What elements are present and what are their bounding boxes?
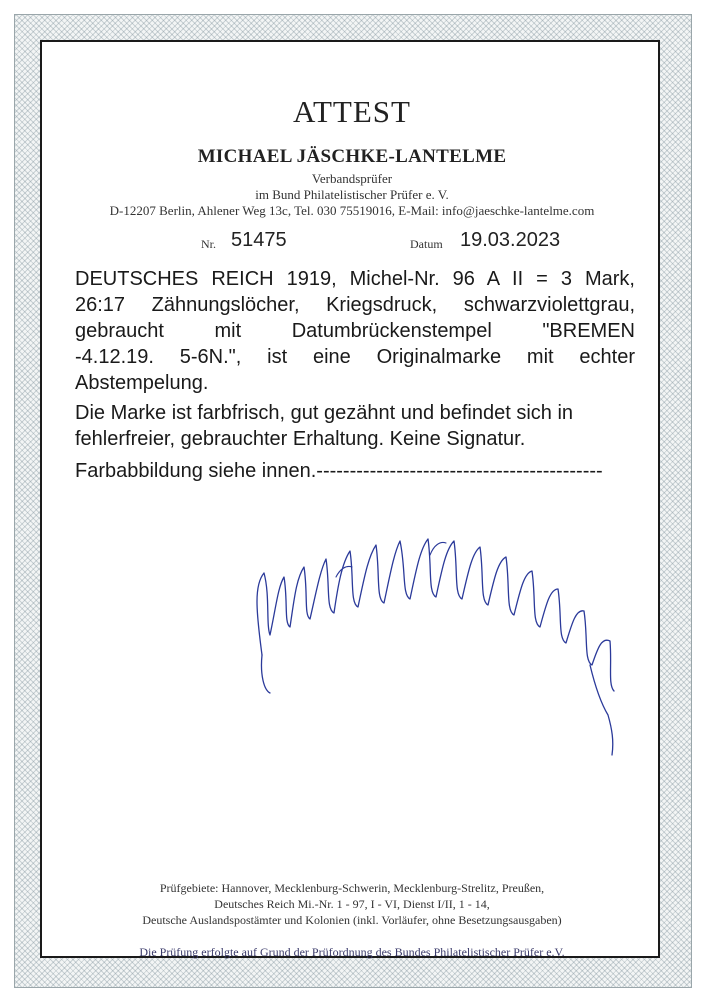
examiner-role: Verbandsprüfer (311, 171, 393, 186)
description-paragraph (75, 266, 635, 396)
description-line: gebraucht mit Datumbrückenstempel "BREMEN (75, 320, 635, 342)
footer-line: Deutsches Reich Mi.-Nr. 1 - 97, I - VI, Dienst I/II, 1 - 14, (214, 897, 490, 911)
condition-paragraph (75, 400, 635, 452)
footer-line: Deutsche Auslandspostämter und Kolonien (inkl. Vorläufer, ohne Besetzungsausgaben) (142, 913, 562, 927)
date-label: Datum (410, 237, 443, 251)
signature-stroke (261, 655, 612, 755)
signature-stroke (257, 539, 614, 691)
image-note-line: Farbabbildung siehe innen.------------------------------------------- (75, 460, 603, 482)
footer-regulation-note: Die Prüfung erfolgte auf Grund der Prüfordnung des Bundes Philatelistischer Prüfer e.V. (139, 945, 565, 959)
description-line: Abstempelung. (75, 372, 209, 394)
association-line: im Bund Philatelistischer Prüfer e. V. (255, 187, 449, 202)
nr-label: Nr. (201, 237, 216, 251)
handwritten-signature (240, 515, 640, 785)
certificate-date: 19.03.2023 (460, 229, 561, 251)
description-line: 26:17 Zähnungslöcher, Kriegsdruck, schwarzviolettgrau, (75, 294, 635, 316)
certificate-number: 51475 (231, 229, 287, 251)
footer-line: Prüfgebiete: Hannover, Mecklenburg-Schwerin, Mecklenburg-Strelitz, Preußen, (159, 881, 545, 895)
examiner-name: MICHAEL JÄSCHKE-LANTELME (197, 146, 507, 167)
condition-line: Die Marke ist farbfrisch, gut gezähnt und befindet sich in (75, 402, 574, 424)
address-line: D-12207 Berlin, Ahlener Weg 13c, Tel. 030 75519016, E-Mail: info@jaeschke-lantelme.com (109, 203, 595, 218)
certificate-title: ATTEST (293, 94, 411, 129)
description-line: -4.12.19. 5-6N.", ist eine Originalmarke mit echter (75, 346, 635, 368)
description-line: DEUTSCHES REICH 1919, Michel-Nr. 96 A II = 3 Mark, (75, 268, 635, 290)
condition-line: fehlerfreier, gebrauchter Erhaltung. Keine Signatur. (75, 428, 526, 450)
image-note (75, 458, 635, 484)
